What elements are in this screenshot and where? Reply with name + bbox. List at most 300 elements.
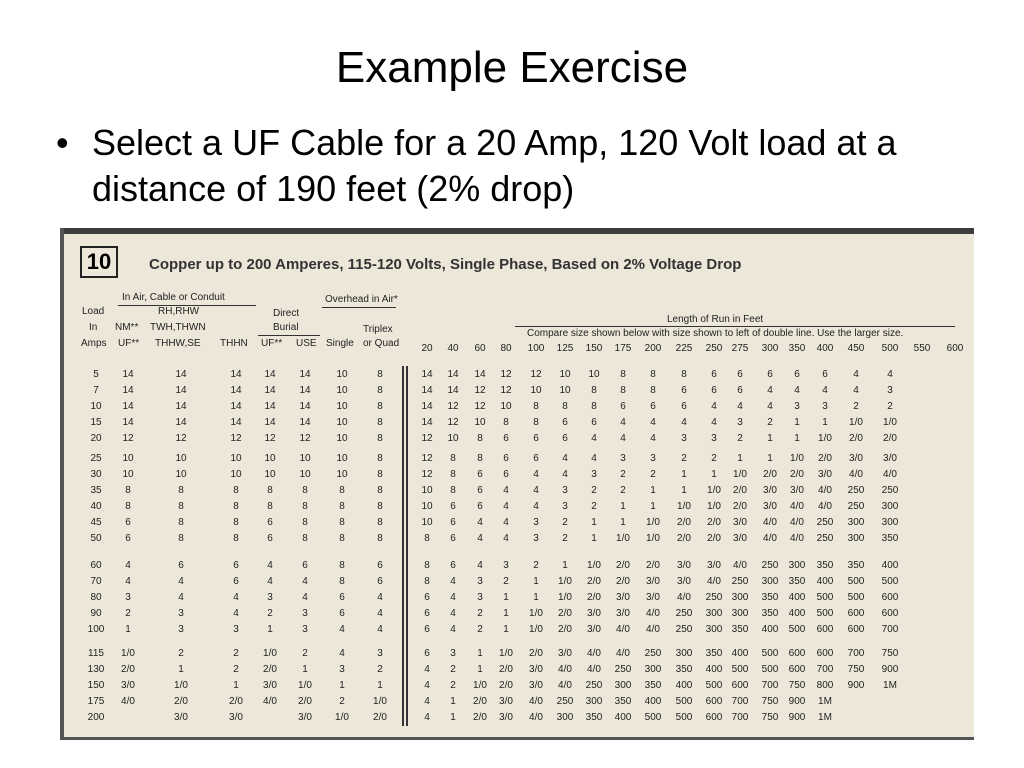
table-cell: 4 (737, 401, 743, 412)
table-cell: 3/0 (616, 592, 630, 603)
table-row (60, 531, 974, 547)
table-cell: 12 (230, 433, 242, 444)
table-cell: 2/0 (373, 712, 387, 723)
table-cell: 4 (681, 417, 687, 428)
table-cell: 8 (178, 533, 184, 544)
load-amps-cell: 130 (87, 664, 105, 675)
table-cell: 3/0 (121, 680, 135, 691)
table-cell: 8 (377, 369, 383, 380)
table-cell: 8 (650, 369, 656, 380)
table-cell: 1 (503, 624, 509, 635)
table-cell: 2/0 (646, 560, 660, 571)
header-uf-left: UF** (118, 338, 140, 349)
table-cell: 3 (533, 533, 539, 544)
table-cell: 3/0 (587, 608, 601, 619)
header-burial-underline (258, 335, 320, 336)
table-title: Copper up to 200 Amperes, 115-120 Volts, Single Phase, Based on 2% Voltage Drop (149, 256, 742, 273)
load-amps-cell: 60 (90, 560, 102, 571)
table-cell: 8 (178, 517, 184, 528)
table-cell: 8 (533, 417, 539, 428)
table-cell: 600 (881, 608, 899, 619)
header-length-underline (515, 326, 955, 327)
table-cell: 1 (650, 501, 656, 512)
table-cell: 4 (424, 664, 430, 675)
table-cell: 8 (339, 517, 345, 528)
table-cell: 3 (737, 417, 743, 428)
table-cell: 500 (761, 648, 779, 659)
table-cell: 2/0 (849, 433, 863, 444)
table-cell: 12 (264, 433, 276, 444)
table-row (60, 622, 974, 638)
table-cell: 4 (503, 485, 509, 496)
table-cell: 4 (450, 576, 456, 587)
table-cell: 8 (302, 533, 308, 544)
table-cell: 10 (175, 469, 187, 480)
bullet-dot-icon: • (56, 122, 69, 163)
table-cell: 4 (650, 417, 656, 428)
table-cell: 6 (477, 501, 483, 512)
length-header-cell: 200 (644, 343, 662, 354)
table-cell: 2 (125, 608, 131, 619)
table-cell: 700 (881, 624, 899, 635)
table-cell: 3/0 (818, 469, 832, 480)
table-cell: 350 (761, 608, 779, 619)
table-cell: 2 (620, 469, 626, 480)
table-cell: 1M (818, 696, 832, 707)
table-cell: 3/0 (733, 517, 747, 528)
table-cell: 700 (731, 696, 749, 707)
table-cell: 1 (267, 624, 273, 635)
table-cell: 3 (711, 433, 717, 444)
length-header-cell: 600 (946, 343, 964, 354)
table-cell: 1 (681, 485, 687, 496)
table-cell: 2 (477, 624, 483, 635)
table-cell: 900 (847, 680, 865, 691)
header-twh: TWH,THWN (150, 322, 206, 333)
table-cell: 1 (450, 696, 456, 707)
table-cell: 1 (711, 469, 717, 480)
table-cell: 8 (450, 453, 456, 464)
table-cell: 1/0 (298, 680, 312, 691)
table-cell: 350 (816, 560, 834, 571)
table-row (60, 606, 974, 622)
table-cell: 6 (681, 401, 687, 412)
table-cell: 4 (450, 624, 456, 635)
table-cell: 3/0 (616, 608, 630, 619)
table-cell: 2/0 (229, 696, 243, 707)
table-cell: 14 (421, 401, 433, 412)
table-cell: 2/0 (529, 648, 543, 659)
table-cell: 4 (178, 592, 184, 603)
table-cell: 3/0 (529, 680, 543, 691)
table-cell: 2/0 (733, 485, 747, 496)
length-header-cell: 80 (500, 343, 512, 354)
table-cell: 8 (339, 501, 345, 512)
table-cell: 300 (705, 608, 723, 619)
table-cell: 4 (562, 453, 568, 464)
table-row (60, 694, 974, 710)
table-cell: 300 (881, 501, 899, 512)
table-cell: 8 (125, 501, 131, 512)
table-cell: 10 (336, 385, 348, 396)
table-cell: 4/0 (587, 648, 601, 659)
table-cell: 4 (377, 592, 383, 603)
table-cell: 750 (788, 680, 806, 691)
table-cell: 350 (788, 576, 806, 587)
scan-edge-top (60, 228, 974, 234)
header-single: Single (326, 338, 354, 349)
table-cell: 6 (477, 469, 483, 480)
table-cell: 4/0 (558, 680, 572, 691)
table-cell: 2 (737, 433, 743, 444)
table-cell: 14 (264, 385, 276, 396)
table-row (60, 367, 974, 383)
table-cell: 6 (450, 517, 456, 528)
table-cell: 300 (731, 608, 749, 619)
table-cell: 4/0 (646, 608, 660, 619)
table-cell: 14 (175, 369, 187, 380)
table-cell: 4/0 (818, 501, 832, 512)
table-cell: 6 (767, 369, 773, 380)
table-cell: 2/0 (616, 560, 630, 571)
table-cell: 6 (302, 560, 308, 571)
table-cell: 10 (230, 469, 242, 480)
table-cell: 600 (788, 664, 806, 675)
table-cell: 3/0 (499, 696, 513, 707)
table-row (60, 451, 974, 467)
bullet-item (56, 120, 976, 212)
table-cell: 2 (681, 453, 687, 464)
table-cell: 8 (125, 485, 131, 496)
table-cell: 8 (339, 533, 345, 544)
table-cell: 500 (788, 624, 806, 635)
table-row (60, 646, 974, 662)
table-cell: 1 (591, 533, 597, 544)
table-cell: 500 (644, 712, 662, 723)
table-row (60, 662, 974, 678)
table-cell: 4/0 (790, 533, 804, 544)
table-cell: 600 (705, 696, 723, 707)
table-cell: 12 (474, 401, 486, 412)
table-cell: 700 (816, 664, 834, 675)
bullet-list (56, 120, 976, 212)
load-amps-cell: 35 (90, 485, 102, 496)
table-cell: 14 (122, 385, 134, 396)
table-cell: 3 (887, 385, 893, 396)
table-cell: 14 (122, 417, 134, 428)
table-cell: 4/0 (529, 696, 543, 707)
table-cell: 350 (881, 533, 899, 544)
table-cell: 3/0 (646, 592, 660, 603)
table-cell: 4 (339, 648, 345, 659)
table-cell: 1 (233, 680, 239, 691)
table-cell: 4 (887, 369, 893, 380)
table-cell: 4 (767, 401, 773, 412)
header-length-of-run: Length of Run in Feet (667, 314, 764, 325)
table-cell: 500 (816, 592, 834, 603)
table-cell: 350 (705, 648, 723, 659)
table-cell: 4 (650, 433, 656, 444)
table-cell: 250 (644, 648, 662, 659)
table-cell: 1/0 (707, 485, 721, 496)
table-cell: 8 (591, 401, 597, 412)
table-cell: 1 (794, 417, 800, 428)
table-cell: 10 (264, 453, 276, 464)
table-cell: 14 (175, 385, 187, 396)
length-header-cell: 100 (527, 343, 545, 354)
table-cell: 8 (267, 485, 273, 496)
table-cell: 4 (377, 624, 383, 635)
table-cell: 4/0 (790, 501, 804, 512)
table-cell: 4 (620, 417, 626, 428)
table-cell: 400 (761, 624, 779, 635)
table-cell: 250 (847, 485, 865, 496)
table-cell: 10 (122, 453, 134, 464)
table-cell: 8 (233, 517, 239, 528)
table-cell: 3 (377, 648, 383, 659)
length-header-cell: 250 (705, 343, 723, 354)
table-cell: 8 (377, 453, 383, 464)
table-cell: 1 (767, 453, 773, 464)
table-cell: 2 (377, 664, 383, 675)
slide-title: Example Exercise (335, 43, 689, 92)
table-cell: 3 (125, 592, 131, 603)
table-cell: 4 (767, 385, 773, 396)
table-cell: 10 (530, 385, 542, 396)
table-cell: 10 (122, 469, 134, 480)
table-cell: 4 (853, 369, 859, 380)
table-cell: 4 (302, 576, 308, 587)
length-header-cell: 400 (816, 343, 834, 354)
table-cell: 1 (302, 664, 308, 675)
table-cell: 500 (881, 576, 899, 587)
table-cell: 1/0 (121, 648, 135, 659)
table-cell: 8 (377, 417, 383, 428)
table-cell: 400 (731, 648, 749, 659)
table-cell: 2/0 (790, 469, 804, 480)
table-cell: 250 (816, 517, 834, 528)
table-cell: 750 (761, 712, 779, 723)
table-cell: 14 (299, 417, 311, 428)
table-cell: 1 (591, 517, 597, 528)
table-cell: 4 (424, 696, 430, 707)
table-cell: 4/0 (263, 696, 277, 707)
table-cell: 1 (533, 592, 539, 603)
table-cell: 12 (122, 433, 134, 444)
table-cell: 2 (562, 533, 568, 544)
table-cell: 8 (178, 501, 184, 512)
table-cell: 6 (737, 385, 743, 396)
load-amps-cell: 50 (90, 533, 102, 544)
table-cell: 14 (230, 385, 242, 396)
table-cell: 4 (711, 401, 717, 412)
table-cell: 8 (302, 485, 308, 496)
table-cell: 14 (264, 417, 276, 428)
table-cell: 350 (675, 664, 693, 675)
table-cell: 8 (377, 469, 383, 480)
load-amps-cell: 115 (88, 648, 104, 659)
table-cell: 2/0 (587, 576, 601, 587)
wire-size-table-image (60, 228, 974, 740)
header-burial: Burial (273, 322, 299, 333)
table-cell: 2/0 (707, 533, 721, 544)
table-cell: 6 (450, 501, 456, 512)
table-cell: 3 (477, 592, 483, 603)
table-cell: 14 (299, 385, 311, 396)
table-cell: 250 (847, 501, 865, 512)
table-cell: 3 (562, 485, 568, 496)
table-cell: 250 (761, 560, 779, 571)
table-cell: 8 (302, 517, 308, 528)
table-cell: 4 (591, 453, 597, 464)
table-cell: 6 (533, 453, 539, 464)
table-row (60, 415, 974, 431)
table-cell: 2/0 (473, 712, 487, 723)
table-cell: 12 (421, 469, 433, 480)
table-cell: 8 (377, 385, 383, 396)
table-cell: 400 (675, 680, 693, 691)
table-cell: 3 (591, 469, 597, 480)
table-cell: 3/0 (646, 576, 660, 587)
table-cell: 6 (424, 608, 430, 619)
table-cell: 6 (450, 533, 456, 544)
table-cell: 3/0 (677, 560, 691, 571)
table-cell: 4 (339, 624, 345, 635)
table-cell: 2/0 (298, 696, 312, 707)
header-load: Load (82, 306, 105, 317)
table-cell: 2/0 (473, 696, 487, 707)
length-header-cell: 40 (447, 343, 459, 354)
table-cell: 1 (339, 680, 345, 691)
table-cell: 2 (302, 648, 308, 659)
table-cell: 12 (530, 369, 542, 380)
table-cell: 6 (339, 608, 345, 619)
table-cell: 2/0 (121, 664, 135, 675)
table-cell: 3 (233, 624, 239, 635)
table-cell: 1 (562, 560, 568, 571)
table-cell: 4/0 (529, 712, 543, 723)
table-cell: 2 (450, 680, 456, 691)
table-cell: 250 (556, 696, 574, 707)
table-cell: 1/0 (849, 417, 863, 428)
table-cell: 700 (761, 680, 779, 691)
table-cell: 700 (731, 712, 749, 723)
table-cell: 3 (533, 517, 539, 528)
table-cell: 4/0 (616, 648, 630, 659)
table-cell: 6 (233, 576, 239, 587)
table-cell: 600 (788, 648, 806, 659)
table-row (60, 558, 974, 574)
table-cell: 500 (761, 664, 779, 675)
table-cell: 2 (533, 560, 539, 571)
table-cell: 1 (620, 517, 626, 528)
table-cell: 4 (424, 712, 430, 723)
table-cell: 12 (421, 453, 433, 464)
table-cell: 4 (794, 385, 800, 396)
table-cell: 4/0 (849, 469, 863, 480)
table-cell: 1/0 (558, 592, 572, 603)
table-cell: 3 (822, 401, 828, 412)
table-cell: 2 (267, 608, 273, 619)
table-cell: 6 (377, 560, 383, 571)
table-cell: 2 (233, 648, 239, 659)
length-header-cell: 150 (585, 343, 603, 354)
table-cell: 8 (424, 533, 430, 544)
table-cell: 2/0 (499, 680, 513, 691)
table-cell: 14 (175, 417, 187, 428)
table-cell: 6 (178, 560, 184, 571)
header-direct: Direct (273, 308, 300, 319)
table-cell: 1/0 (373, 696, 387, 707)
table-cell: 14 (230, 401, 242, 412)
table-cell: 8 (650, 385, 656, 396)
table-cell: 300 (761, 576, 779, 587)
load-amps-cell: 15 (90, 417, 102, 428)
table-cell: 8 (450, 469, 456, 480)
table-cell: 600 (847, 624, 865, 635)
table-cell: 3/0 (733, 533, 747, 544)
table-cell: 1 (503, 592, 509, 603)
table-cell: 1/0 (707, 501, 721, 512)
table-cell: 10 (421, 501, 433, 512)
table-cell: 12 (299, 433, 311, 444)
table-cell: 10 (299, 453, 311, 464)
table-cell: 10 (336, 433, 348, 444)
table-cell: 4/0 (818, 485, 832, 496)
table-cell: 4 (591, 433, 597, 444)
table-cell: 14 (421, 385, 433, 396)
table-cell: 1/0 (587, 560, 601, 571)
table-row (60, 431, 974, 447)
load-amps-cell: 5 (93, 369, 99, 380)
load-amps-cell: 90 (90, 608, 102, 619)
table-cell: 400 (788, 608, 806, 619)
table-cell: 4 (853, 385, 859, 396)
table-cell: 2/0 (677, 533, 691, 544)
table-cell: 10 (559, 385, 571, 396)
table-cell: 4 (477, 560, 483, 571)
length-header-cell: 225 (675, 343, 693, 354)
table-cell: 10 (336, 453, 348, 464)
table-cell: 700 (847, 648, 865, 659)
table-cell: 3/0 (790, 485, 804, 496)
table-cell: 500 (705, 680, 723, 691)
table-cell: 4 (477, 533, 483, 544)
table-cell: 6 (125, 517, 131, 528)
table-cell: 14 (122, 401, 134, 412)
table-cell: 12 (447, 401, 459, 412)
table-cell: 1/0 (790, 453, 804, 464)
table-cell: 8 (339, 485, 345, 496)
table-cell: 1/0 (646, 533, 660, 544)
table-cell: 1/0 (616, 533, 630, 544)
table-cell: 8 (562, 401, 568, 412)
table-cell: 6 (711, 385, 717, 396)
table-cell: 300 (788, 560, 806, 571)
table-cell: 1M (883, 680, 897, 691)
table-cell: 4/0 (790, 517, 804, 528)
table-cell: 8 (178, 485, 184, 496)
table-cell: 3/0 (883, 453, 897, 464)
load-amps-cell: 200 (87, 712, 105, 723)
table-cell: 8 (339, 576, 345, 587)
length-header-cell: 300 (761, 343, 779, 354)
table-cell: 2 (477, 608, 483, 619)
table-cell: 300 (881, 517, 899, 528)
table-cell: 12 (421, 433, 433, 444)
table-cell: 8 (450, 485, 456, 496)
length-header-cell: 125 (556, 343, 574, 354)
